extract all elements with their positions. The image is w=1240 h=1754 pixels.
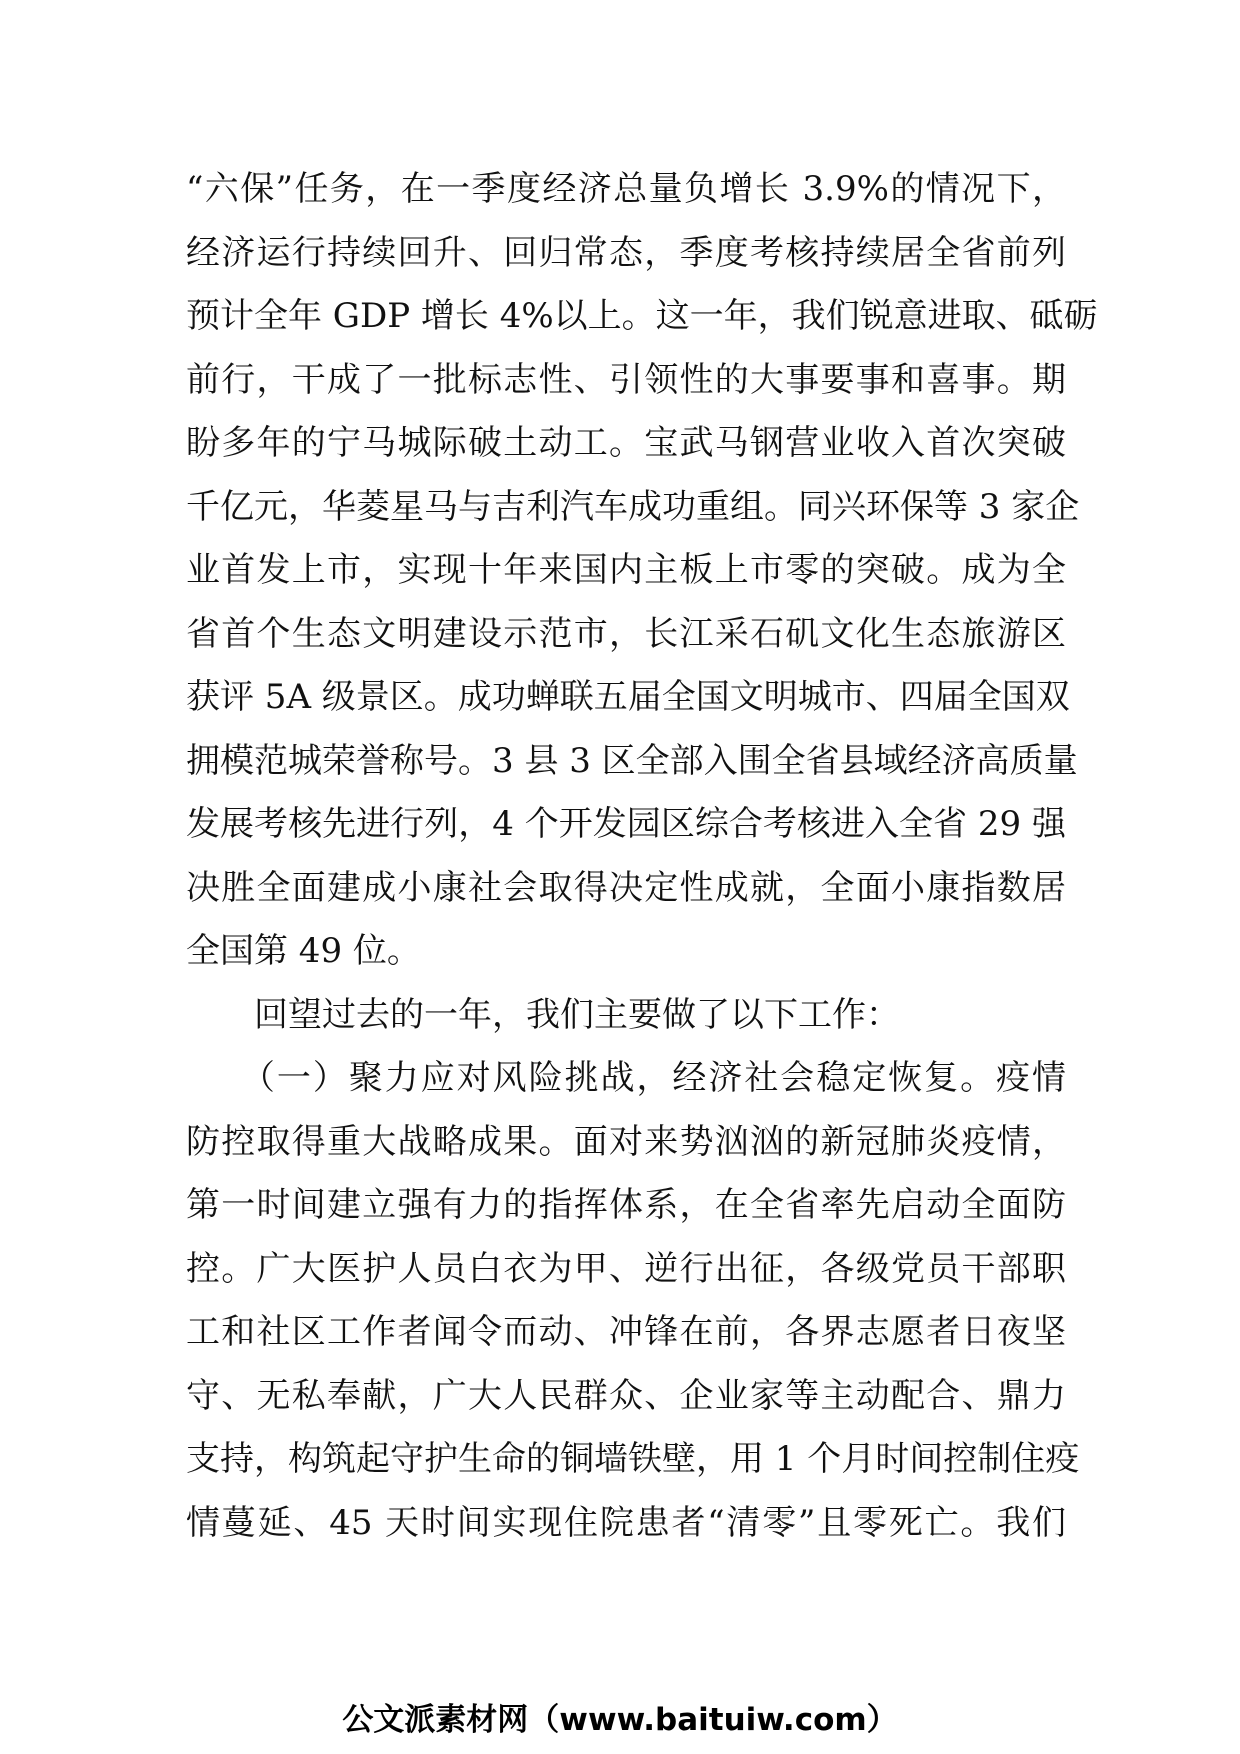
text-line: 控。广大医护人员白衣为甲、逆行出征，各级党员干部职 (186, 1248, 1066, 1289)
text-line: 前行，干成了一批标志性、引领性的大事要事和喜事。期 (186, 359, 1066, 400)
text-line: 防控取得重大战略成果。面对来势汹汹的新冠肺炎疫情， (186, 1121, 1066, 1162)
text-line: 预计全年 GDP 增长 4%以上。这一年，我们锐意进取、砥砺 (186, 296, 1098, 336)
text-line: “六保”任务，在一季度经济总量负增长 3.9%的情况下， (186, 169, 1066, 209)
text-line: 全国第 49 位。 (186, 931, 421, 971)
section-heading-line: （一）聚力应对风险挑战，经济社会稳定恢复。疫情 (186, 1058, 1066, 1098)
footer-watermark: 公文派素材网（www.baituiw.com） (342, 1702, 898, 1738)
text-line: 工和社区工作者闻令而动、冲锋在前，各界志愿者日夜坚 (186, 1312, 1066, 1352)
text-line: 第一时间建立强有力的指挥体系，在全省率先启动全面防 (186, 1185, 1066, 1225)
text-line: 获评 5A 级景区。成功蝉联五届全国文明城市、四届全国双 (186, 677, 1070, 717)
text-line: 守、无私奉献，广大人民群众、企业家等主动配合、鼎力 (186, 1375, 1066, 1416)
text-line: 业首发上市，实现十年来国内主板上市零的突破。成为全 (186, 550, 1066, 590)
text-line: 发展考核先进行列，4 个开发园区综合考核进入全省 29 强 (186, 804, 1066, 844)
text-line: 支持，构筑起守护生命的铜墙铁壁，用 1 个月时间控制住疫 (186, 1439, 1080, 1479)
text-line: 千亿元，华菱星马与吉利汽车成功重组。同兴环保等 3 家企 (186, 486, 1080, 527)
text-line: 决胜全面建成小康社会取得决定性成就，全面小康指数居 (186, 867, 1066, 908)
text-line: 经济运行持续回升、回归常态，季度考核持续居全省前列 (186, 232, 1066, 273)
paragraph-intro: 回望过去的一年，我们主要做了以下工作： (186, 994, 900, 1035)
text-line: 省首个生态文明建设示范市，长江采石矶文化生态旅游区 (186, 613, 1066, 654)
text-line: 拥模范城荣誉称号。3 县 3 区全部入围全省县域经济高质量 (186, 740, 1078, 781)
text-line: 盼多年的宁马城际破土动工。宝武马钢营业收入首次突破 (186, 423, 1066, 463)
text-line: 情蔓延、45 天时间实现住院患者“清零”且零死亡。我们 (186, 1502, 1066, 1543)
document-body (186, 158, 1098, 1555)
